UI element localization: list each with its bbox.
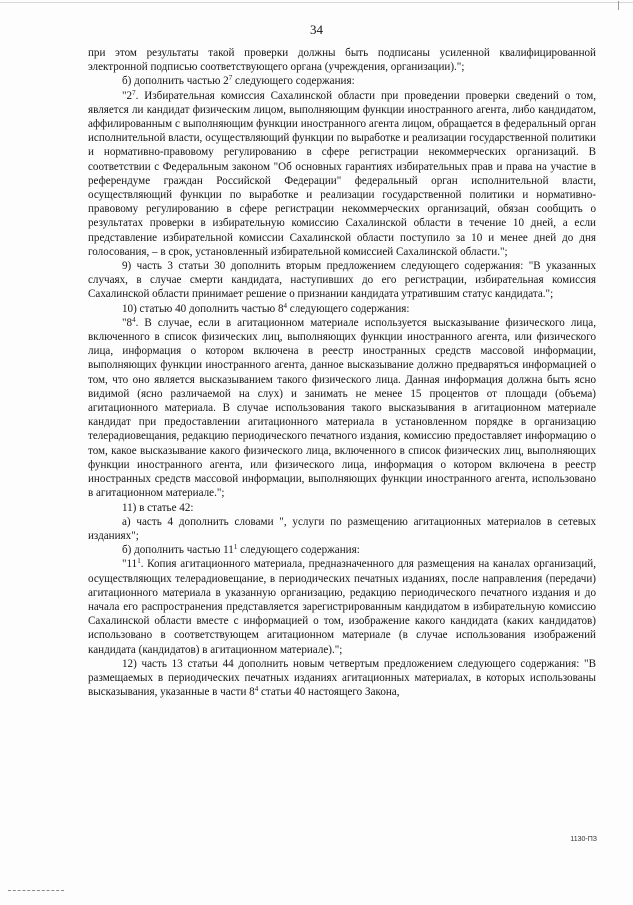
superscript-index: 4 xyxy=(254,685,259,694)
paragraph-text: 12) часть 13 статьи 44 дополнить новым четвертым предложением следующего содержания: "В размещаемых в периодических печатных изданиях агитационных материалах, в которых использованы высказывания, указанные в части 8 xyxy=(88,657,596,699)
paragraph-text: . В случае, если в агитационном материале используется высказывание физического лица, включенного в список физических лиц, выполняющих функции иностранного агента, или физического лица, информация о котором включена в реестр иностранных средств массовой информации, выполняющих функции иностранного агента, данное высказывание должно предваряться информацией о том, что оно является высказыванием такого физического лица. Данная информация должна быть ясно видимой (ясно различаемой на слух) и занимать не менее 15 процентов от площади (объема) агитационного материала. В случае использования такого высказывания в агитационном материале кандидат при предоставлении агитационного материала в установленном порядке в организацию телерадиовещания, редакцию периодического печатного издания, комиссию предоставляет информацию о том, какое высказывание какого физического лица, включенного в список физических лиц, выполняющих функции иностранного агента, или физического лица, информация о котором включена в реестр иностранных средств массовой информации, выполняющих функции иностранного агента, использовано в агитационном материале."; xyxy=(88,316,596,500)
page-number: 34 xyxy=(310,22,323,37)
paragraph xyxy=(88,46,596,74)
paragraph xyxy=(88,515,596,543)
document-body xyxy=(88,46,596,699)
superscript-index: 1 xyxy=(137,557,141,566)
paragraph-text: 10) статью 40 дополнить частью 8 xyxy=(122,302,284,315)
document-code: 1130-ПЗ xyxy=(570,836,597,843)
paragraph-text: следующего содержания: xyxy=(232,75,355,88)
paragraph xyxy=(88,302,596,316)
paragraph-text: . Копия агитационного материала, предназначенного для размещения на каналах организаций, осуществляющих телерадиовещание, в периодических печатных изданиях, после направления (передачи) агитационного материала в указанную организацию, редакцию периодического печатного издания и до начала его распространения представляется зарегистрированным кандидатом в избирательную комиссию Сахалинской области вместе с информацией о том, изображение какого кандидата (каких кандидатов) использовано в соответствующем агитационном материале (в случае использования изображений кандидата (кандидатов) в агитационном материале)."; xyxy=(88,558,596,656)
paragraph xyxy=(88,259,596,302)
superscript-index: 7 xyxy=(228,74,233,83)
superscript-index: 4 xyxy=(283,301,288,310)
scan-edge-line xyxy=(0,2,633,3)
paragraph-text: 11) в статье 42: xyxy=(122,501,194,514)
corner-mark xyxy=(618,1,619,10)
paragraph xyxy=(88,89,596,259)
superscript-index: 4 xyxy=(132,315,136,324)
paragraph-text: . Избирательная комиссия Сахалинской области при проведении проверки сведений о том, является ли кандидат физическим лицом, выполняющим функции иностранного агента, либо кандидатом, аффилированным с выполняющим функции иностранного агента лицом, обращается в федеральный орган исполнительной власти, осуществляющий функции по выработке и реализации государственной политики и нормативно-правовому регулированию в сфере регистрации некоммерческих организаций. В соответствии с Федеральным законом "Об основных гарантиях избирательных прав и права на участие в референдуме граждан Российской Федерации" федеральный орган исполнительной власти, осуществляющий функции по выработке и реализации государственной политики и нормативно-правовому регулированию в сфере регистрации некоммерческих организаций, обязан сообщить о результатах проверки в избирательную комиссию Сахалинской области в течение 10 дней, а если представление избирательной комиссии Сахалинской области поступило за 10 и менее дней до дня голосования, – в срок, установленный избирательной комиссией Сахалинской области."; xyxy=(88,89,596,258)
paragraph-text: следующего содержания: xyxy=(237,544,360,557)
paragraph-text: а) часть 4 дополнить словами ", услуги по размещению агитационных материалов в сетевых изданиях"; xyxy=(88,515,596,542)
paragraph xyxy=(88,557,596,656)
paragraph xyxy=(88,501,596,515)
paragraph-text: "11 xyxy=(122,558,138,571)
paragraph-text: следующего содержания: xyxy=(287,302,410,315)
paragraph-text: б) дополнить частью 11 xyxy=(122,544,234,557)
paragraph xyxy=(88,74,596,88)
paragraph-text: б) дополнить частью 2 xyxy=(122,75,229,88)
paragraph-text: "8 xyxy=(122,316,133,329)
margin-mark xyxy=(8,890,64,892)
paragraph xyxy=(88,543,596,557)
paragraph-text: при этом результаты такой проверки должны быть подписаны усиленной квалифицированной электронной подписью соответствующего органа (учреждения, организации)."; xyxy=(88,47,596,74)
paragraph xyxy=(88,657,596,700)
superscript-index: 7 xyxy=(132,88,136,97)
paragraph-text: 9) часть 3 статьи 30 дополнить вторым предложением следующего содержания: "В указанных случаях, в случае смерти кандидата, наступивших до его регистрации, избирательная комиссия Сахалинской области принимает решение о признании кандидата утратившим статус кандидата."; xyxy=(88,260,596,301)
paragraph xyxy=(88,316,596,501)
superscript-index: 1 xyxy=(233,543,238,552)
paragraph-text: "2 xyxy=(122,89,133,102)
paragraph-text: статьи 40 настоящего Закона, xyxy=(258,686,400,699)
